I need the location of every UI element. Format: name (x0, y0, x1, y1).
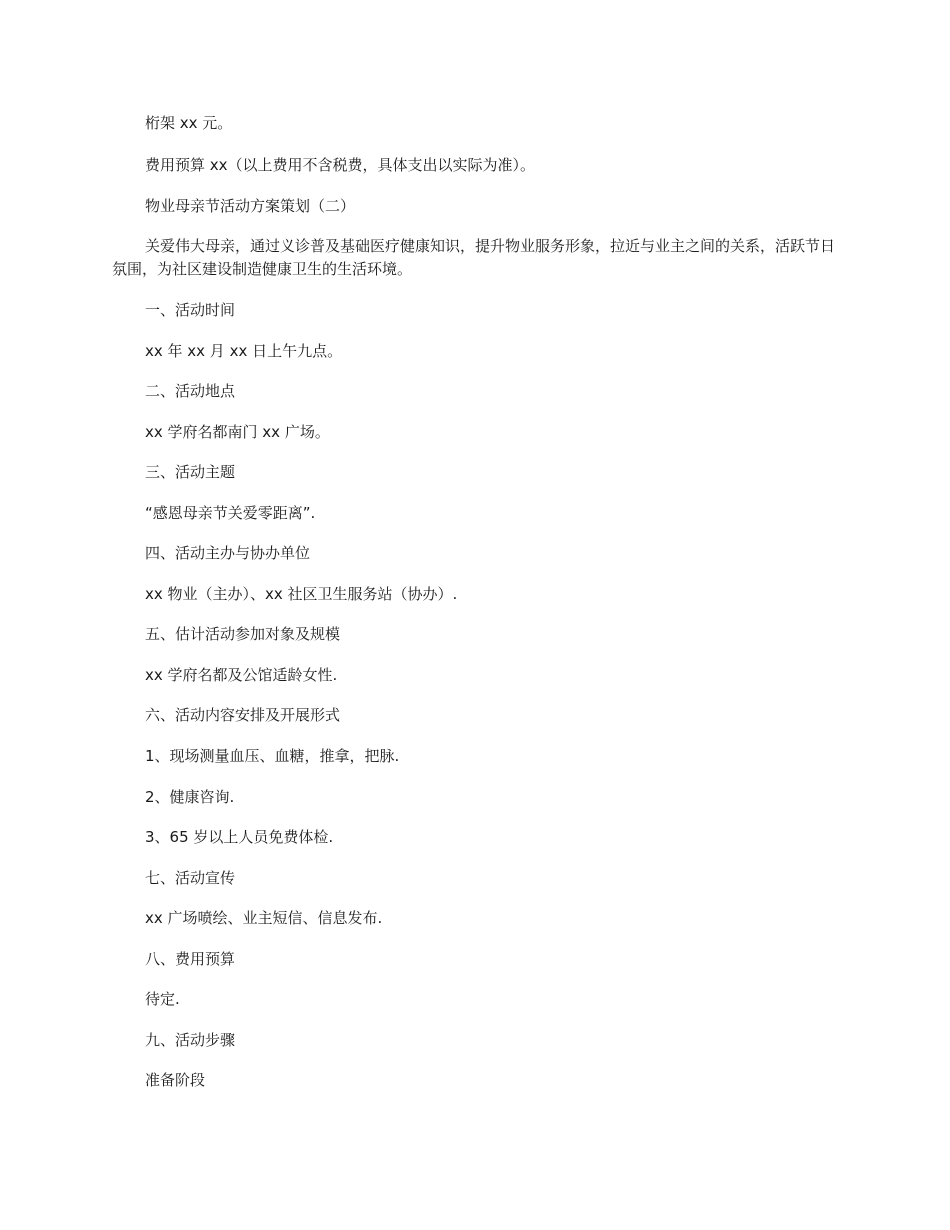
heading-activity-time: 一、活动时间 (145, 301, 236, 319)
heading-organizers: 四、活动主办与协办单位 (145, 544, 311, 562)
text-preparation-stage: 准备阶段 (145, 1071, 206, 1089)
text-organizers: xx 物业（主办）、xx 社区卫生服务站（协办）. (145, 585, 458, 603)
text-activity-location: xx 学府名都南门 xx 广场。 (145, 423, 330, 441)
text-participants: xx 学府名都及公馆适龄女性. (145, 666, 338, 684)
text-line-budget: 费用预算 xx（以上费用不含税费，具体支出以实际为准）。 (145, 156, 536, 174)
section-title: 物业母亲节活动方案策划（二） (145, 197, 356, 215)
list-item-2: 2、健康咨询. (145, 788, 235, 806)
heading-promotion: 七、活动宣传 (145, 869, 236, 887)
intro-paragraph: 关爱伟大母亲，通过义诊普及基础医疗健康知识，提升物业服务形象，拉近与业主之间的关系，活跃节日氛围，为社区建设制造健康卫生的生活环境。 (112, 237, 836, 278)
heading-steps: 九、活动步骤 (145, 1031, 236, 1049)
heading-budget: 八、费用预算 (145, 950, 236, 968)
list-item-3: 3、65 岁以上人员免费体检. (145, 828, 334, 846)
heading-content-arrangement: 六、活动内容安排及开展形式 (145, 706, 341, 724)
list-item-1: 1、现场测量血压、血糖，推拿，把脉. (145, 747, 400, 765)
text-budget: 待定. (145, 990, 180, 1008)
heading-activity-location: 二、活动地点 (145, 382, 236, 400)
heading-participants: 五、估计活动参加对象及规模 (145, 625, 341, 643)
text-activity-time: xx 年 xx 月 xx 日上午九点。 (145, 342, 343, 360)
text-line-truss-cost: 桁架 xx 元。 (145, 114, 233, 132)
heading-activity-theme: 三、活动主题 (145, 463, 236, 481)
text-activity-theme: “感恩母亲节关爱零距离”. (145, 504, 316, 522)
text-promotion: xx 广场喷绘、业主短信、信息发布. (145, 909, 383, 927)
